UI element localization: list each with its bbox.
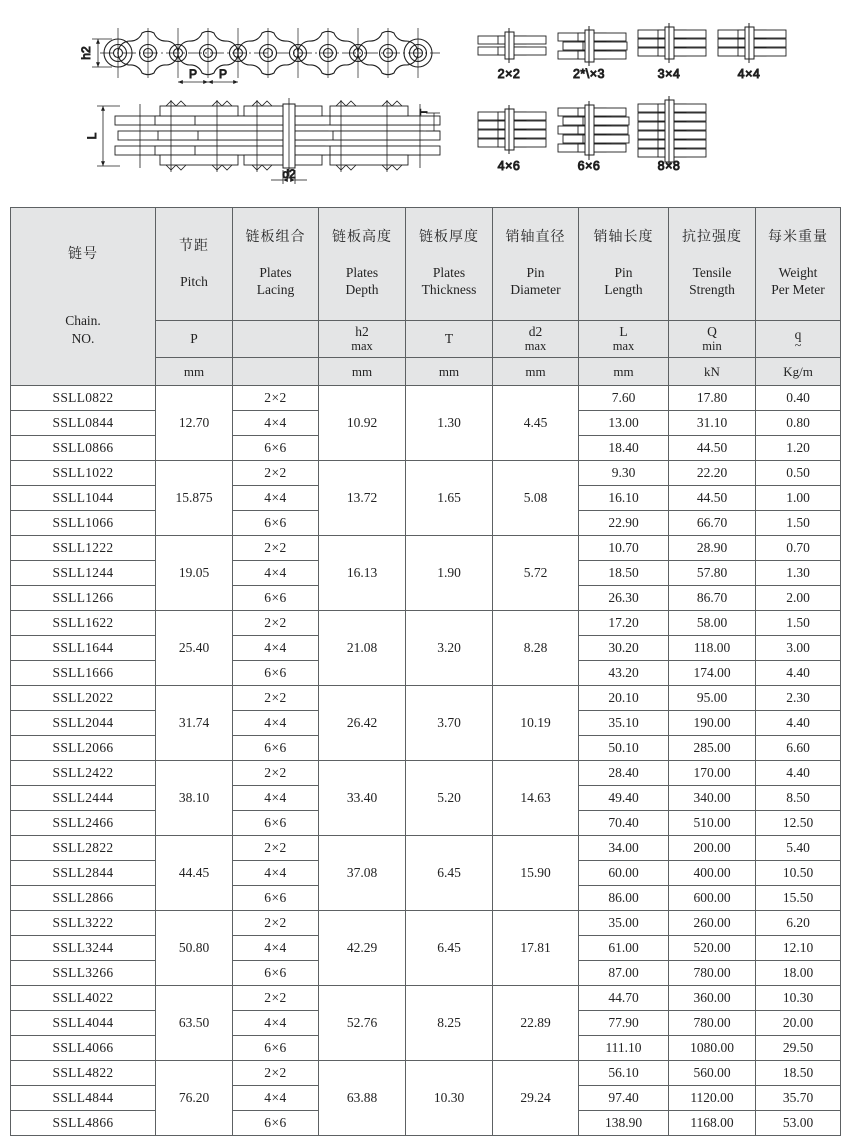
cell-tensile-strength: 174.00	[669, 661, 756, 686]
cell-chain-no: SSLL1666	[11, 661, 156, 686]
symbol-pin-length-main: L	[619, 324, 628, 340]
cell-pin-diameter: 17.81	[493, 911, 579, 986]
cell-plates-lacing: 2×2	[233, 686, 319, 711]
cell-pin-length: 34.00	[579, 836, 669, 861]
plate-config-group-row1	[478, 23, 786, 81]
cell-plates-lacing: 4×4	[233, 411, 319, 436]
cell-chain-no: SSLL4844	[11, 1086, 156, 1111]
cell-chain-no: SSLL4066	[11, 1036, 156, 1061]
cell-plates-depth: 10.92	[319, 386, 406, 461]
cell-pin-length: 18.40	[579, 436, 669, 461]
symbol-plates-thickness-main: T	[444, 330, 454, 346]
cell-tensile-strength: 780.00	[669, 961, 756, 986]
header-pitch-cn: 节距	[179, 236, 209, 253]
unit-pitch: mm	[156, 358, 233, 386]
table-row	[11, 1061, 841, 1086]
unit-plates-thickness: mm	[406, 358, 493, 386]
plate-config-group-row2	[478, 96, 706, 173]
plate-config-4x4	[718, 23, 786, 63]
dim-label-pitch-1: P	[188, 67, 198, 81]
roller-chain-side-view	[85, 98, 440, 184]
cell-pitch: 38.10	[156, 761, 233, 836]
cell-tensile-strength: 86.70	[669, 586, 756, 611]
cell-weight-per-meter: 1.30	[756, 561, 841, 586]
cell-plates-lacing: 2×2	[233, 911, 319, 936]
dim-label-T: T	[419, 108, 430, 116]
cell-plates-lacing: 2×2	[233, 386, 319, 411]
plate-config-label-2x2: 2×2	[497, 67, 521, 81]
cell-plates-lacing: 2×2	[233, 461, 319, 486]
cell-pin-diameter: 5.72	[493, 536, 579, 611]
plate-config-2x3	[558, 26, 627, 66]
cell-plates-lacing: 4×4	[233, 561, 319, 586]
cell-plates-lacing: 4×4	[233, 636, 319, 661]
header-chain-no-cn: 链号	[68, 244, 98, 261]
cell-pin-length: 60.00	[579, 861, 669, 886]
header-weight-per-meter-en: Weight Per Meter	[771, 265, 825, 297]
cell-pin-length: 10.70	[579, 536, 669, 561]
cell-plates-thickness: 1.90	[406, 536, 493, 611]
symbol-pin-diameter	[493, 321, 579, 358]
cell-plates-lacing: 2×2	[233, 761, 319, 786]
cell-plates-lacing: 4×4	[233, 861, 319, 886]
cell-chain-no: SSLL4866	[11, 1111, 156, 1136]
cell-chain-no: SSLL1044	[11, 486, 156, 511]
cell-weight-per-meter: 3.00	[756, 636, 841, 661]
cell-plates-lacing: 2×2	[233, 536, 319, 561]
symbol-pitch-main: P	[190, 330, 198, 346]
plate-config-label-2x3: 2*\×3	[572, 67, 606, 81]
cell-pin-length: 77.90	[579, 1011, 669, 1036]
cell-tensile-strength: 1120.00	[669, 1086, 756, 1111]
cell-weight-per-meter: 0.40	[756, 386, 841, 411]
unit-tensile-strength: kN	[669, 358, 756, 386]
cell-plates-depth: 13.72	[319, 461, 406, 536]
plate-config-label-3x4: 3×4	[657, 67, 681, 81]
cell-tensile-strength: 17.80	[669, 386, 756, 411]
cell-pin-length: 50.10	[579, 736, 669, 761]
cell-chain-no: SSLL2044	[11, 711, 156, 736]
cell-pin-length: 20.10	[579, 686, 669, 711]
cell-tensile-strength: 360.00	[669, 986, 756, 1011]
cell-pin-length: 61.00	[579, 936, 669, 961]
roller-chain-top-view	[79, 28, 440, 82]
cell-chain-no: SSLL4822	[11, 1061, 156, 1086]
plate-config-label-4x4: 4×4	[737, 67, 761, 81]
symbol-plates-depth-main: h2	[355, 324, 369, 340]
cell-plates-lacing: 4×4	[233, 1086, 319, 1111]
cell-plates-lacing: 6×6	[233, 661, 319, 686]
table-row	[11, 986, 841, 1011]
cell-pin-length: 86.00	[579, 886, 669, 911]
cell-plates-lacing: 2×2	[233, 611, 319, 636]
cell-chain-no: SSLL2822	[11, 836, 156, 861]
cell-chain-no: SSLL3244	[11, 936, 156, 961]
cell-chain-no: SSLL2444	[11, 786, 156, 811]
cell-pin-diameter: 4.45	[493, 386, 579, 461]
cell-chain-no: SSLL4022	[11, 986, 156, 1011]
cell-tensile-strength: 118.00	[669, 636, 756, 661]
cell-pin-length: 26.30	[579, 586, 669, 611]
table-row	[11, 461, 841, 486]
cell-tensile-strength: 1080.00	[669, 1036, 756, 1061]
plate-config-2x2	[478, 28, 546, 63]
symbol-pitch	[156, 321, 233, 358]
specification-table-container	[10, 207, 840, 1136]
cell-tensile-strength: 22.20	[669, 461, 756, 486]
cell-pin-length: 7.60	[579, 386, 669, 411]
cell-tensile-strength: 190.00	[669, 711, 756, 736]
header-plates-thickness-cn: 链板厚度	[419, 228, 479, 245]
cell-plates-depth: 16.13	[319, 536, 406, 611]
table-header	[11, 208, 841, 386]
cell-plates-lacing: 6×6	[233, 1036, 319, 1061]
cell-weight-per-meter: 10.50	[756, 861, 841, 886]
symbol-plates-depth-sub: max	[351, 338, 373, 353]
cell-tensile-strength: 285.00	[669, 736, 756, 761]
cell-pin-length: 28.40	[579, 761, 669, 786]
cell-weight-per-meter: 18.50	[756, 1061, 841, 1086]
technical-drawing-area	[0, 0, 852, 200]
cell-weight-per-meter: 12.10	[756, 936, 841, 961]
cell-pitch: 50.80	[156, 911, 233, 986]
symbol-plates-depth	[319, 321, 406, 358]
cell-tensile-strength: 57.80	[669, 561, 756, 586]
cell-weight-per-meter: 0.50	[756, 461, 841, 486]
cell-chain-no: SSLL2466	[11, 811, 156, 836]
cell-tensile-strength: 340.00	[669, 786, 756, 811]
table-row	[11, 911, 841, 936]
plate-config-label-4x6: 4×6	[497, 159, 521, 173]
header-tensile-strength-cn: 抗拉强度	[682, 228, 742, 245]
cell-plates-lacing: 4×4	[233, 786, 319, 811]
unit-plates-depth: mm	[319, 358, 406, 386]
table-body	[11, 386, 841, 1136]
header-plates-lacing-en: Plates Lacing	[256, 265, 295, 297]
cell-pin-length: 30.20	[579, 636, 669, 661]
symbol-weight-per-meter	[756, 321, 841, 358]
cell-pin-length: 9.30	[579, 461, 669, 486]
cell-weight-per-meter: 1.50	[756, 611, 841, 636]
cell-plates-depth: 42.29	[319, 911, 406, 986]
cell-tensile-strength: 400.00	[669, 861, 756, 886]
unit-weight-per-meter: Kg/m	[756, 358, 841, 386]
header-pin-length	[579, 208, 669, 321]
cell-pin-length: 97.40	[579, 1086, 669, 1111]
cell-chain-no: SSLL1022	[11, 461, 156, 486]
table-row	[11, 836, 841, 861]
cell-weight-per-meter: 20.00	[756, 1011, 841, 1036]
cell-chain-no: SSLL1244	[11, 561, 156, 586]
cell-plates-thickness: 3.70	[406, 686, 493, 761]
cell-plates-depth: 33.40	[319, 761, 406, 836]
symbol-pin-diameter-main: d2	[528, 324, 543, 340]
cell-plates-lacing: 4×4	[233, 936, 319, 961]
dim-label-L: L	[85, 132, 99, 140]
cell-tensile-strength: 58.00	[669, 611, 756, 636]
cell-plates-thickness: 6.45	[406, 911, 493, 986]
plate-config-label-8x8: 8×8	[657, 159, 681, 173]
cell-tensile-strength: 170.00	[669, 761, 756, 786]
cell-tensile-strength: 28.90	[669, 536, 756, 561]
plate-config-6x6	[558, 101, 629, 160]
cell-pitch: 76.20	[156, 1061, 233, 1136]
cell-plates-thickness: 3.20	[406, 611, 493, 686]
header-pin-diameter-cn: 销轴直径	[505, 228, 566, 245]
cell-chain-no: SSLL2422	[11, 761, 156, 786]
header-plates-depth-cn: 链板高度	[332, 228, 392, 245]
table-row	[11, 686, 841, 711]
cell-weight-per-meter: 8.50	[756, 786, 841, 811]
unit-pin-length: mm	[579, 358, 669, 386]
dim-label-d2: d2	[282, 167, 296, 181]
cell-pin-diameter: 10.19	[493, 686, 579, 761]
plate-config-8x8	[638, 96, 706, 167]
cell-plates-depth: 21.08	[319, 611, 406, 686]
symbol-tensile-strength	[669, 321, 756, 358]
header-pin-diameter-en: Pin Diameter	[510, 265, 561, 297]
cell-tensile-strength: 31.10	[669, 411, 756, 436]
cell-pin-length: 35.10	[579, 711, 669, 736]
cell-plates-depth: 52.76	[319, 986, 406, 1061]
cell-pin-length: 70.40	[579, 811, 669, 836]
cell-pin-length: 111.10	[579, 1036, 669, 1061]
cell-pin-diameter: 15.90	[493, 836, 579, 911]
cell-tensile-strength: 780.00	[669, 1011, 756, 1036]
symbol-weight-per-meter-sub: ~	[794, 338, 802, 353]
header-pin-length-cn: 销轴长度	[593, 228, 654, 245]
cell-plates-depth: 63.88	[319, 1061, 406, 1136]
cell-plates-lacing: 6×6	[233, 886, 319, 911]
cell-chain-no: SSLL2022	[11, 686, 156, 711]
cell-tensile-strength: 260.00	[669, 911, 756, 936]
header-chain-no	[11, 208, 156, 386]
cell-pitch: 63.50	[156, 986, 233, 1061]
header-pin-diameter	[493, 208, 579, 321]
cell-tensile-strength: 95.00	[669, 686, 756, 711]
cell-plates-lacing: 6×6	[233, 436, 319, 461]
cell-tensile-strength: 44.50	[669, 486, 756, 511]
cell-tensile-strength: 1168.00	[669, 1111, 756, 1136]
cell-weight-per-meter: 18.00	[756, 961, 841, 986]
cell-tensile-strength: 510.00	[669, 811, 756, 836]
chain-drawings-svg	[0, 0, 852, 200]
cell-pitch: 31.74	[156, 686, 233, 761]
cell-plates-thickness: 8.25	[406, 986, 493, 1061]
symbol-plates-thickness	[406, 321, 493, 358]
cell-pin-length: 87.00	[579, 961, 669, 986]
cell-pin-length: 44.70	[579, 986, 669, 1011]
cell-weight-per-meter: 0.80	[756, 411, 841, 436]
cell-pitch: 15.875	[156, 461, 233, 536]
cell-pin-length: 138.90	[579, 1111, 669, 1136]
cell-weight-per-meter: 1.00	[756, 486, 841, 511]
cell-pin-length: 49.40	[579, 786, 669, 811]
cell-plates-lacing: 4×4	[233, 711, 319, 736]
symbol-pin-diameter-sub: max	[524, 338, 547, 353]
header-chain-no-en: Chain. NO.	[65, 312, 101, 346]
cell-chain-no: SSLL0866	[11, 436, 156, 461]
cell-pitch: 19.05	[156, 536, 233, 611]
cell-pitch: 44.45	[156, 836, 233, 911]
header-plates-lacing	[233, 208, 319, 321]
cell-pitch: 25.40	[156, 611, 233, 686]
cell-pin-length: 35.00	[579, 911, 669, 936]
cell-weight-per-meter: 29.50	[756, 1036, 841, 1061]
header-plates-thickness-en: Plates Thickness	[421, 265, 477, 297]
cell-weight-per-meter: 12.50	[756, 811, 841, 836]
cell-pin-diameter: 5.08	[493, 461, 579, 536]
cell-plates-lacing: 4×4	[233, 1011, 319, 1036]
cell-weight-per-meter: 2.00	[756, 586, 841, 611]
cell-chain-no: SSLL2844	[11, 861, 156, 886]
cell-chain-no: SSLL1644	[11, 636, 156, 661]
header-pitch	[156, 208, 233, 321]
cell-weight-per-meter: 5.40	[756, 836, 841, 861]
symbol-plates-lacing	[233, 321, 319, 358]
cell-chain-no: SSLL0844	[11, 411, 156, 436]
header-pitch-en: Pitch	[180, 273, 208, 289]
cell-plates-thickness: 1.65	[406, 461, 493, 536]
cell-weight-per-meter: 4.40	[756, 761, 841, 786]
cell-tensile-strength: 520.00	[669, 936, 756, 961]
header-tensile-strength	[669, 208, 756, 321]
cell-chain-no: SSLL1622	[11, 611, 156, 636]
table-row	[11, 611, 841, 636]
cell-pin-length: 22.90	[579, 511, 669, 536]
cell-pin-length: 18.50	[579, 561, 669, 586]
header-row-titles	[11, 208, 841, 321]
cell-plates-lacing: 6×6	[233, 811, 319, 836]
cell-chain-no: SSLL3222	[11, 911, 156, 936]
cell-tensile-strength: 200.00	[669, 836, 756, 861]
cell-chain-no: SSLL0822	[11, 386, 156, 411]
symbol-pin-length-sub: max	[612, 338, 635, 353]
cell-weight-per-meter: 1.20	[756, 436, 841, 461]
cell-chain-no: SSLL2066	[11, 736, 156, 761]
table-row	[11, 761, 841, 786]
cell-pin-length: 16.10	[579, 486, 669, 511]
cell-pin-diameter: 22.89	[493, 986, 579, 1061]
cell-pin-length: 13.00	[579, 411, 669, 436]
cell-plates-lacing: 6×6	[233, 736, 319, 761]
header-pin-length-en: Pin Length	[604, 265, 643, 297]
cell-chain-no: SSLL3266	[11, 961, 156, 986]
cell-plates-depth: 26.42	[319, 686, 406, 761]
cell-plates-lacing: 6×6	[233, 961, 319, 986]
cell-plates-thickness: 1.30	[406, 386, 493, 461]
cell-tensile-strength: 44.50	[669, 436, 756, 461]
header-plates-thickness	[406, 208, 493, 321]
cell-plates-lacing: 4×4	[233, 486, 319, 511]
cell-plates-lacing: 2×2	[233, 986, 319, 1011]
header-tensile-strength-en: Tensile Strength	[689, 265, 735, 297]
symbol-weight-per-meter-main: q	[794, 327, 802, 343]
symbol-tensile-strength-main: Q	[707, 324, 717, 340]
table-row	[11, 536, 841, 561]
header-weight-per-meter	[756, 208, 841, 321]
header-plates-lacing-cn: 链板组合	[245, 228, 306, 245]
cell-tensile-strength: 560.00	[669, 1061, 756, 1086]
plate-config-4x6	[478, 105, 546, 154]
cell-tensile-strength: 600.00	[669, 886, 756, 911]
cell-weight-per-meter: 35.70	[756, 1086, 841, 1111]
cell-plates-lacing: 6×6	[233, 511, 319, 536]
header-plates-depth	[319, 208, 406, 321]
header-plates-depth-en: Plates Depth	[345, 265, 379, 297]
cell-pin-length: 17.20	[579, 611, 669, 636]
cell-weight-per-meter: 0.70	[756, 536, 841, 561]
cell-weight-per-meter: 10.30	[756, 986, 841, 1011]
symbol-tensile-strength-sub: min	[702, 338, 722, 353]
cell-plates-lacing: 2×2	[233, 836, 319, 861]
cell-chain-no: SSLL1066	[11, 511, 156, 536]
plate-config-label-6x6: 6×6	[577, 159, 601, 173]
cell-plates-thickness: 6.45	[406, 836, 493, 911]
symbol-pin-length	[579, 321, 669, 358]
cell-weight-per-meter: 4.40	[756, 711, 841, 736]
cell-chain-no: SSLL1222	[11, 536, 156, 561]
cell-pitch: 12.70	[156, 386, 233, 461]
table-row	[11, 386, 841, 411]
cell-plates-lacing: 6×6	[233, 586, 319, 611]
cell-plates-lacing: 6×6	[233, 1111, 319, 1136]
unit-pin-diameter: mm	[493, 358, 579, 386]
unit-plates-lacing	[233, 358, 319, 386]
header-weight-per-meter-cn: 每米重量	[768, 228, 828, 245]
dim-label-h2: h2	[79, 46, 93, 60]
cell-pin-diameter: 14.63	[493, 761, 579, 836]
cell-chain-no: SSLL2866	[11, 886, 156, 911]
cell-weight-per-meter: 6.60	[756, 736, 841, 761]
chain-specification-table	[10, 207, 841, 1136]
dim-label-pitch-2: P	[218, 67, 228, 81]
cell-weight-per-meter: 4.40	[756, 661, 841, 686]
cell-chain-no: SSLL1266	[11, 586, 156, 611]
cell-pin-length: 43.20	[579, 661, 669, 686]
cell-chain-no: SSLL4044	[11, 1011, 156, 1036]
cell-pin-diameter: 29.24	[493, 1061, 579, 1136]
cell-pin-diameter: 8.28	[493, 611, 579, 686]
cell-weight-per-meter: 1.50	[756, 511, 841, 536]
cell-plates-thickness: 5.20	[406, 761, 493, 836]
cell-weight-per-meter: 53.00	[756, 1111, 841, 1136]
cell-tensile-strength: 66.70	[669, 511, 756, 536]
cell-plates-lacing: 2×2	[233, 1061, 319, 1086]
cell-pin-length: 56.10	[579, 1061, 669, 1086]
cell-plates-depth: 37.08	[319, 836, 406, 911]
plate-config-3x4	[638, 23, 706, 63]
cell-weight-per-meter: 6.20	[756, 911, 841, 936]
cell-plates-thickness: 10.30	[406, 1061, 493, 1136]
cell-weight-per-meter: 15.50	[756, 886, 841, 911]
cell-weight-per-meter: 2.30	[756, 686, 841, 711]
